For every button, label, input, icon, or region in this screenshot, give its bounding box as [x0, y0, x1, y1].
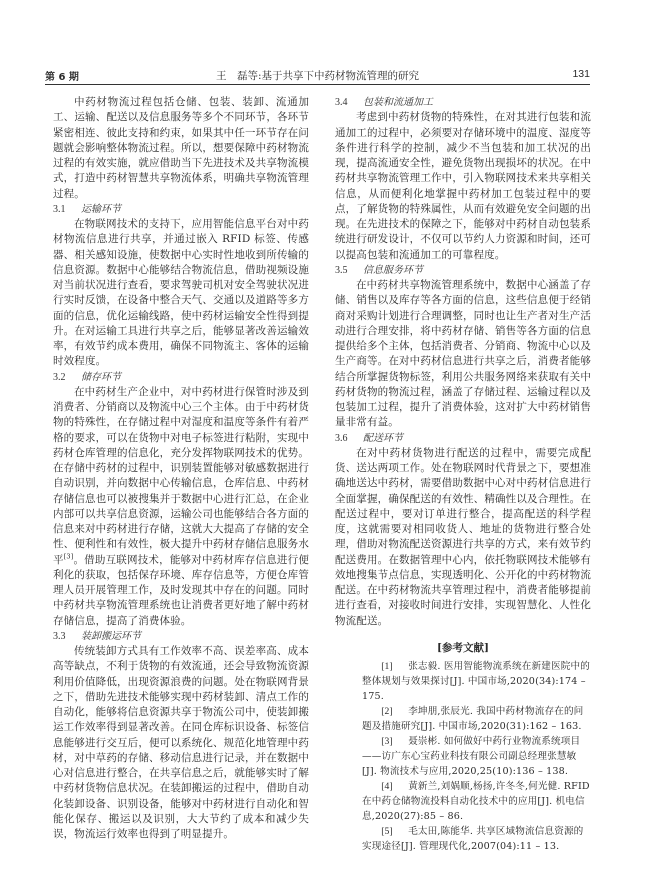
section-title: 运输环节: [81, 203, 121, 215]
reference-item: [335, 734, 591, 779]
issue-label: 第 6 期: [45, 72, 79, 83]
reference-text: 李坤朋,张辰光. 我国中药材物流存在的问题及措施研究[J]. 中国市场,2020(31):162 – 163.: [362, 706, 584, 732]
intro-paragraph: 中药材物流过程包括仓储、包装、装卸、流通加工、运输、配送以及信息服务等多个不同环节，各环节紧密相连、彼此支持和约束，如果其中任一环节存在问题就会影响整体物流过程。所以，想要保障中药材物流过程的有效实施，就应借助当下先进技术及共享物流模式，打造中药材智慧共享物流体系，明确共享物流管理过程。: [53, 96, 309, 200]
right-column: [335, 95, 591, 854]
reference-item: [335, 659, 591, 704]
section-number: 3.2: [53, 371, 66, 383]
running-title: 王 磊等:基于共享下中药材物流管理的研究: [215, 70, 420, 82]
reference-list: [335, 659, 591, 854]
section-3-4-body: 考虑到中药材货物的特殊性，在对其进行包装和流通加工的过程中，必须要对存储环境中的温度、湿度等条件进行科学的控制，减少不当包装和加工状况的出现，提高流通安全性，避免货物出现损坏的状况。在中药材共享物流管理工作中，引入物联网技术来共享相关信息，从而便利化地掌握中药材加工包装过程中的要点，了解货物的特殊属性，从而有效避免安全问题的出现。在先进技术的保障之下，能够对中药材自动包装系统进行研发设计，不仅可以节约人力资源和时间，还可以提高包装和流通加工的可靠程度。: [335, 111, 591, 261]
section-number: 3.1: [53, 203, 66, 215]
section-heading-3-2: [53, 370, 309, 385]
section-number: 3.5: [335, 264, 348, 276]
section-title: 配送环节: [363, 432, 403, 444]
section-heading-3-6: [335, 431, 591, 446]
section-3-5-body: 在中药材共享物流管理系统中，数据中心涵盖了存储、销售以及库存等各方面的信息，这些信息便于经销商对采购计划进行合理调整，同时也让生产者对生产活动进行合理安排，将中药材存储、销售等各方面的信息提供给多个主体，包括消费者、分销商、物流中心以及生产商等。在对中药材信息进行共享之后，消费者能够结合所掌握货物标签，利用公共服务网络来获取有关中药材货物的物流过程，涵盖了存储过程、运输过程以及包装加工过程，提升了消费体验，这对扩大中药材销售量非常有益。: [335, 279, 591, 429]
section-title: 包装和流通加工: [363, 97, 433, 108]
reference-text: 毛太田,陈能华. 共享区域物流信息资源的实现途径[J]. 管理现代化,2007(04):11 – 13.: [362, 826, 584, 852]
reference-number: [4]: [381, 781, 393, 792]
section-title: 信息服务环节: [363, 264, 423, 276]
section-number: 3.4: [335, 97, 348, 108]
reference-number: [2]: [381, 706, 393, 717]
reference-item: [335, 824, 591, 854]
reference-text: 黄新兰,刘娲顺,杨扬,许冬冬,何光健. RFID 在中药仓储物流投料自动化技术中的应用[J]. 机电信息,2020(27):85 – 86.: [362, 781, 590, 822]
citation-link[interactable]: [3]: [63, 552, 74, 560]
section-title: 储存环节: [81, 371, 121, 383]
section-number: 3.6: [335, 432, 348, 444]
body-text: 在中药材生产企业中，对中药材进行保管时涉及到消费者、分销商以及物流中心三个主体。由于中药材货物的特殊性，在存储过程中对湿度和温度等条件有着严格的要求，可以在货物中对电子标签进行粘附，实现中药材仓库管理的信息化，充分发挥物联网技术的优势。在存储中药材的过程中，识别装置能够对敏感数据进行自动识别，并向数据中心传输信息，仓库信息、中药材存储信息也可以被搜集并于数据中心进行汇总，在企业内部可以共享信息资源，运输公司也能够结合各方面的信息来对中药材进行存储，这就大大提高了存储的安全性、便利性和有效性，极大提升中药材存储信息服务水平: [53, 385, 309, 566]
section-heading-3-4: [335, 95, 591, 110]
page-number: 131: [572, 68, 590, 80]
section-heading-3-5: [335, 263, 591, 278]
section-3-2-body: [53, 385, 309, 629]
section-3-6-body: 在对中药材货物进行配送的过程中，需要完成配货、送达两项工作。处在物联网时代背景之下，要想准确地送达中药材，需要借助数据中心对中药材信息进行全面掌握，确保配送的有效性、精确性以及合理性。在配送过程中，要对订单进行整合，提高配送的科学程度，这就需要对相同收货人、地址的货物进行整合处理，借助对物流配送资源进行共享的方式，来有效节约配送费用。在数据管理中心内，依托物联网技术能够有效地搜集节点信息，实现透明化、公开化的中药材物流配送。在中药材物流共享管理过程中，消费者能够提前进行查看，对接收时间进行安排，实现智慧化、人性化物流配送。: [335, 446, 591, 627]
section-3-3-body: 传统装卸方式具有工作效率不高、误差率高、成本高等缺点，不利于货物的有效流通，还会导致物流资源利用价值降低，出现资源浪费的问题。处在物联网背景之下，借助先进技术能够实现中药材装卸、清点工作的自动化，能够将信息资源共享于物流公司中，使装卸搬运工作效率得到显著改善。在同仓库标识设备、标签信息能够进行交互后，便可以系统化、规范化地管理中药材，对中草药的存储、移动信息进行记录，并在数据中心对信息进行整合，在共享信息之后，就能够实时了解中药材货物信息状况。在装卸搬运的过程中，借助自动化装卸设备、识别设备，能够对中药材进行自动化和智能化保存、搬运以及识别，大大节约了成本和减少失误，物流运行效率也得到了明显提升。: [53, 645, 309, 840]
reference-number: [3]: [381, 736, 393, 747]
body-text: 。借助互联网技术，能够对中药材库存信息进行便利化的获取，包括保存环境、库存信息等，方便仓库管理人员开展管理工作，及时发现其中存在的问题。同时中药材共享物流管理系统也让消费者更好地了解中药材存储信息，提高了消费体验。: [53, 553, 309, 627]
reference-text: 张志毅. 医用智能物流系统在新建医院中的整体规划与效果探讨[J]. 中国市场,2020(34):174 – 175.: [362, 661, 590, 702]
section-title: 装卸搬运环节: [81, 630, 141, 642]
reference-number: [1]: [381, 661, 393, 672]
reference-item: [335, 779, 591, 824]
section-3-1-body: 在物联网技术的支持下，应用智能信息平台对中药材物流信息进行共享，并通过嵌入 RFID 标签、传感器、相关感知设施，使数据中心实时性地收到所传输的信息资源。数据中心能够结合物流信息，借助视频设施对当前状况进行查看，要求驾驶司机对安全驾驶状况进行实时反馈，在设备中整合天气、交通以及道路等多方面的信息，优化运输线路，使中药材运输安全性得到提升。在对运输工具进行共享之后，能够显著改善运输效率，有效节约成本费用，确保不同物流主、客体的运输时效程度。: [53, 218, 309, 368]
running-header: [45, 66, 590, 85]
section-heading-3-1: [53, 202, 309, 217]
reference-item: [335, 704, 591, 734]
reference-number: [5]: [381, 826, 393, 837]
references-heading: [参考文献]: [437, 641, 489, 654]
section-number: 3.3: [53, 630, 66, 642]
reference-text: 聂崇彬. 如何做好中药行业物流系统项目——访广东心宝药业科技有限公司副总经理张慧敏[J]. 物流技术与应用,2020,25(10):136 – 138.: [362, 736, 581, 777]
left-column: [53, 95, 309, 842]
section-heading-3-3: [53, 629, 309, 644]
